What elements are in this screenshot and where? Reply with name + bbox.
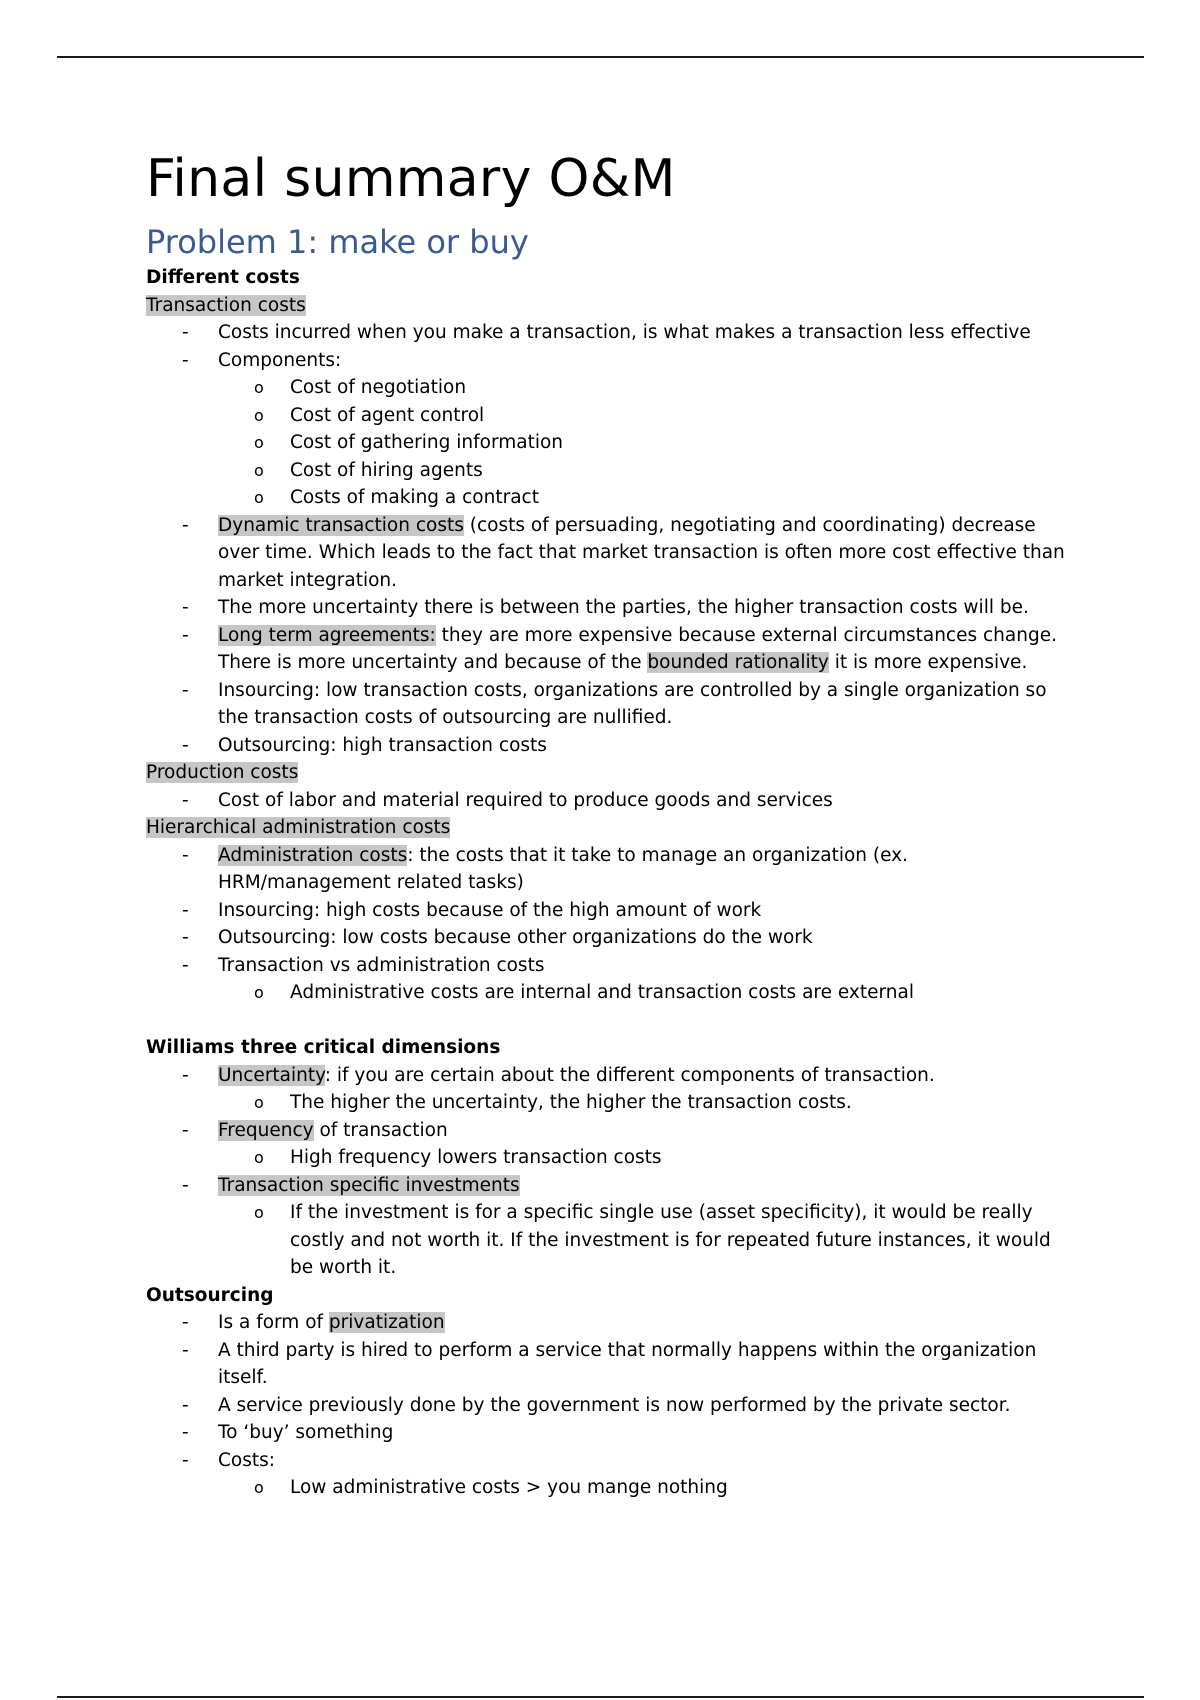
list-item (146, 1117, 1066, 1172)
hierarchical-costs-list (146, 842, 1066, 1007)
list-item: - Outsourcing: high transaction costs (146, 732, 1066, 760)
section-heading: Problem 1: make or buy (146, 223, 529, 261)
sub-list-item: o Cost of negotiation (146, 374, 1066, 402)
highlight: Uncertainty (218, 1064, 325, 1086)
document-body (146, 138, 1066, 1502)
highlight: Dynamic transaction costs (218, 514, 464, 536)
sub-list-item: o Cost of hiring agents (146, 457, 1066, 485)
outsourcing-list (146, 1309, 1066, 1502)
highlight: bounded rationality (647, 652, 829, 673)
list-item: - Costs incurred when you make a transaction, is what makes a transaction less effective (146, 319, 1066, 347)
list-item: - The more uncertainty there is between the parties, the higher transaction costs will be. (146, 594, 1066, 622)
list-item-text: of transaction (313, 1119, 448, 1141)
list-item-text: Components: (218, 349, 342, 371)
blank-line (146, 1007, 1066, 1035)
list-item: - Insourcing: low transaction costs, organizations are controlled by a single organization so the transaction costs of outsourcing are nullified. (146, 677, 1066, 732)
highlight: Hierarchical administration costs (146, 817, 451, 838)
list-item-text: Is a form of (218, 1312, 329, 1333)
footer-rule (57, 1696, 1144, 1698)
highlight: Frequency (218, 1119, 314, 1141)
sub-list-item: o Administrative costs are internal and transaction costs are external (146, 979, 1066, 1007)
list-item-text: : if you are certain about the different components of transaction. (324, 1064, 935, 1086)
list-item: - Insourcing: high costs because of the high amount of work (146, 897, 1066, 925)
highlight: Transaction costs (146, 294, 306, 316)
highlight: Production costs (146, 762, 299, 783)
sub-list (218, 1199, 1066, 1282)
sub-list (218, 979, 1066, 1007)
topic-transaction-costs (146, 292, 1066, 320)
list-item (146, 952, 1066, 1007)
list-item (146, 842, 1066, 897)
sub-list-item: o Low administrative costs > you mange nothing (146, 1474, 1066, 1502)
sub-list (218, 1089, 1066, 1117)
list-item (146, 347, 1066, 512)
production-costs-list (146, 787, 1066, 815)
sub-list (218, 1144, 1066, 1172)
list-item (146, 1172, 1066, 1282)
header-rule (57, 56, 1144, 58)
list-item (146, 1447, 1066, 1502)
transaction-costs-list (146, 319, 1066, 759)
subheading-different-costs: Different costs (146, 267, 300, 288)
list-item: - A third party is hired to perform a service that normally happens within the organization itself. (146, 1337, 1066, 1392)
document-title: Final summary O&M (146, 149, 676, 209)
list-item-text: : the costs that it take to manage an organization (ex. HRM/management related tasks) (218, 844, 909, 893)
sub-list-item: o Cost of agent control (146, 402, 1066, 430)
list-item (146, 622, 1066, 677)
highlight: Administration costs (218, 844, 408, 866)
list-item-text: (costs of persuading, negotiating and coordinating) decrease over time. Which leads to the fact that market transaction is often more cost effective than market integration. (218, 514, 1065, 591)
subheading-williams: Williams three critical dimensions (146, 1037, 501, 1058)
highlight: Long term agreements: (218, 624, 436, 646)
list-item-text: Transaction vs administration costs (218, 954, 545, 976)
sub-list-item: o Cost of gathering information (146, 429, 1066, 457)
components-list (218, 374, 1066, 512)
highlight: privatization (328, 1312, 445, 1333)
list-item (146, 512, 1066, 595)
list-item: - Cost of labor and material required to produce goods and services (146, 787, 1066, 815)
list-item: - Outsourcing: low costs because other organizations do the work (146, 924, 1066, 952)
sub-list-item: o If the investment is for a specific single use (asset specificity), it would be really costly and not worth it. If the investment is for repeated future instances, it would be worth it. (146, 1199, 1066, 1282)
list-item (146, 1309, 1066, 1337)
list-item: - To ‘buy’ something (146, 1419, 1066, 1447)
list-item: - A service previously done by the government is now performed by the private sector. (146, 1392, 1066, 1420)
topic-hierarchical-costs (146, 814, 1066, 842)
sub-list-item: o Costs of making a contract (146, 484, 1066, 512)
list-item-text: Costs: (218, 1449, 275, 1471)
sub-list-item: o High frequency lowers transaction costs (146, 1144, 1066, 1172)
list-item-text: it is more expensive. (828, 652, 1028, 673)
sub-list (218, 1474, 1066, 1502)
sub-list-item: o The higher the uncertainty, the higher the transaction costs. (146, 1089, 1066, 1117)
topic-production-costs (146, 759, 1066, 787)
highlight: Transaction specific investments (218, 1174, 520, 1196)
subheading-outsourcing: Outsourcing (146, 1284, 274, 1306)
list-item (146, 1062, 1066, 1117)
list-item-text: they are more expensive because external circumstances change. There is more uncertainty and because of the (218, 624, 1057, 673)
williams-list (146, 1062, 1066, 1282)
